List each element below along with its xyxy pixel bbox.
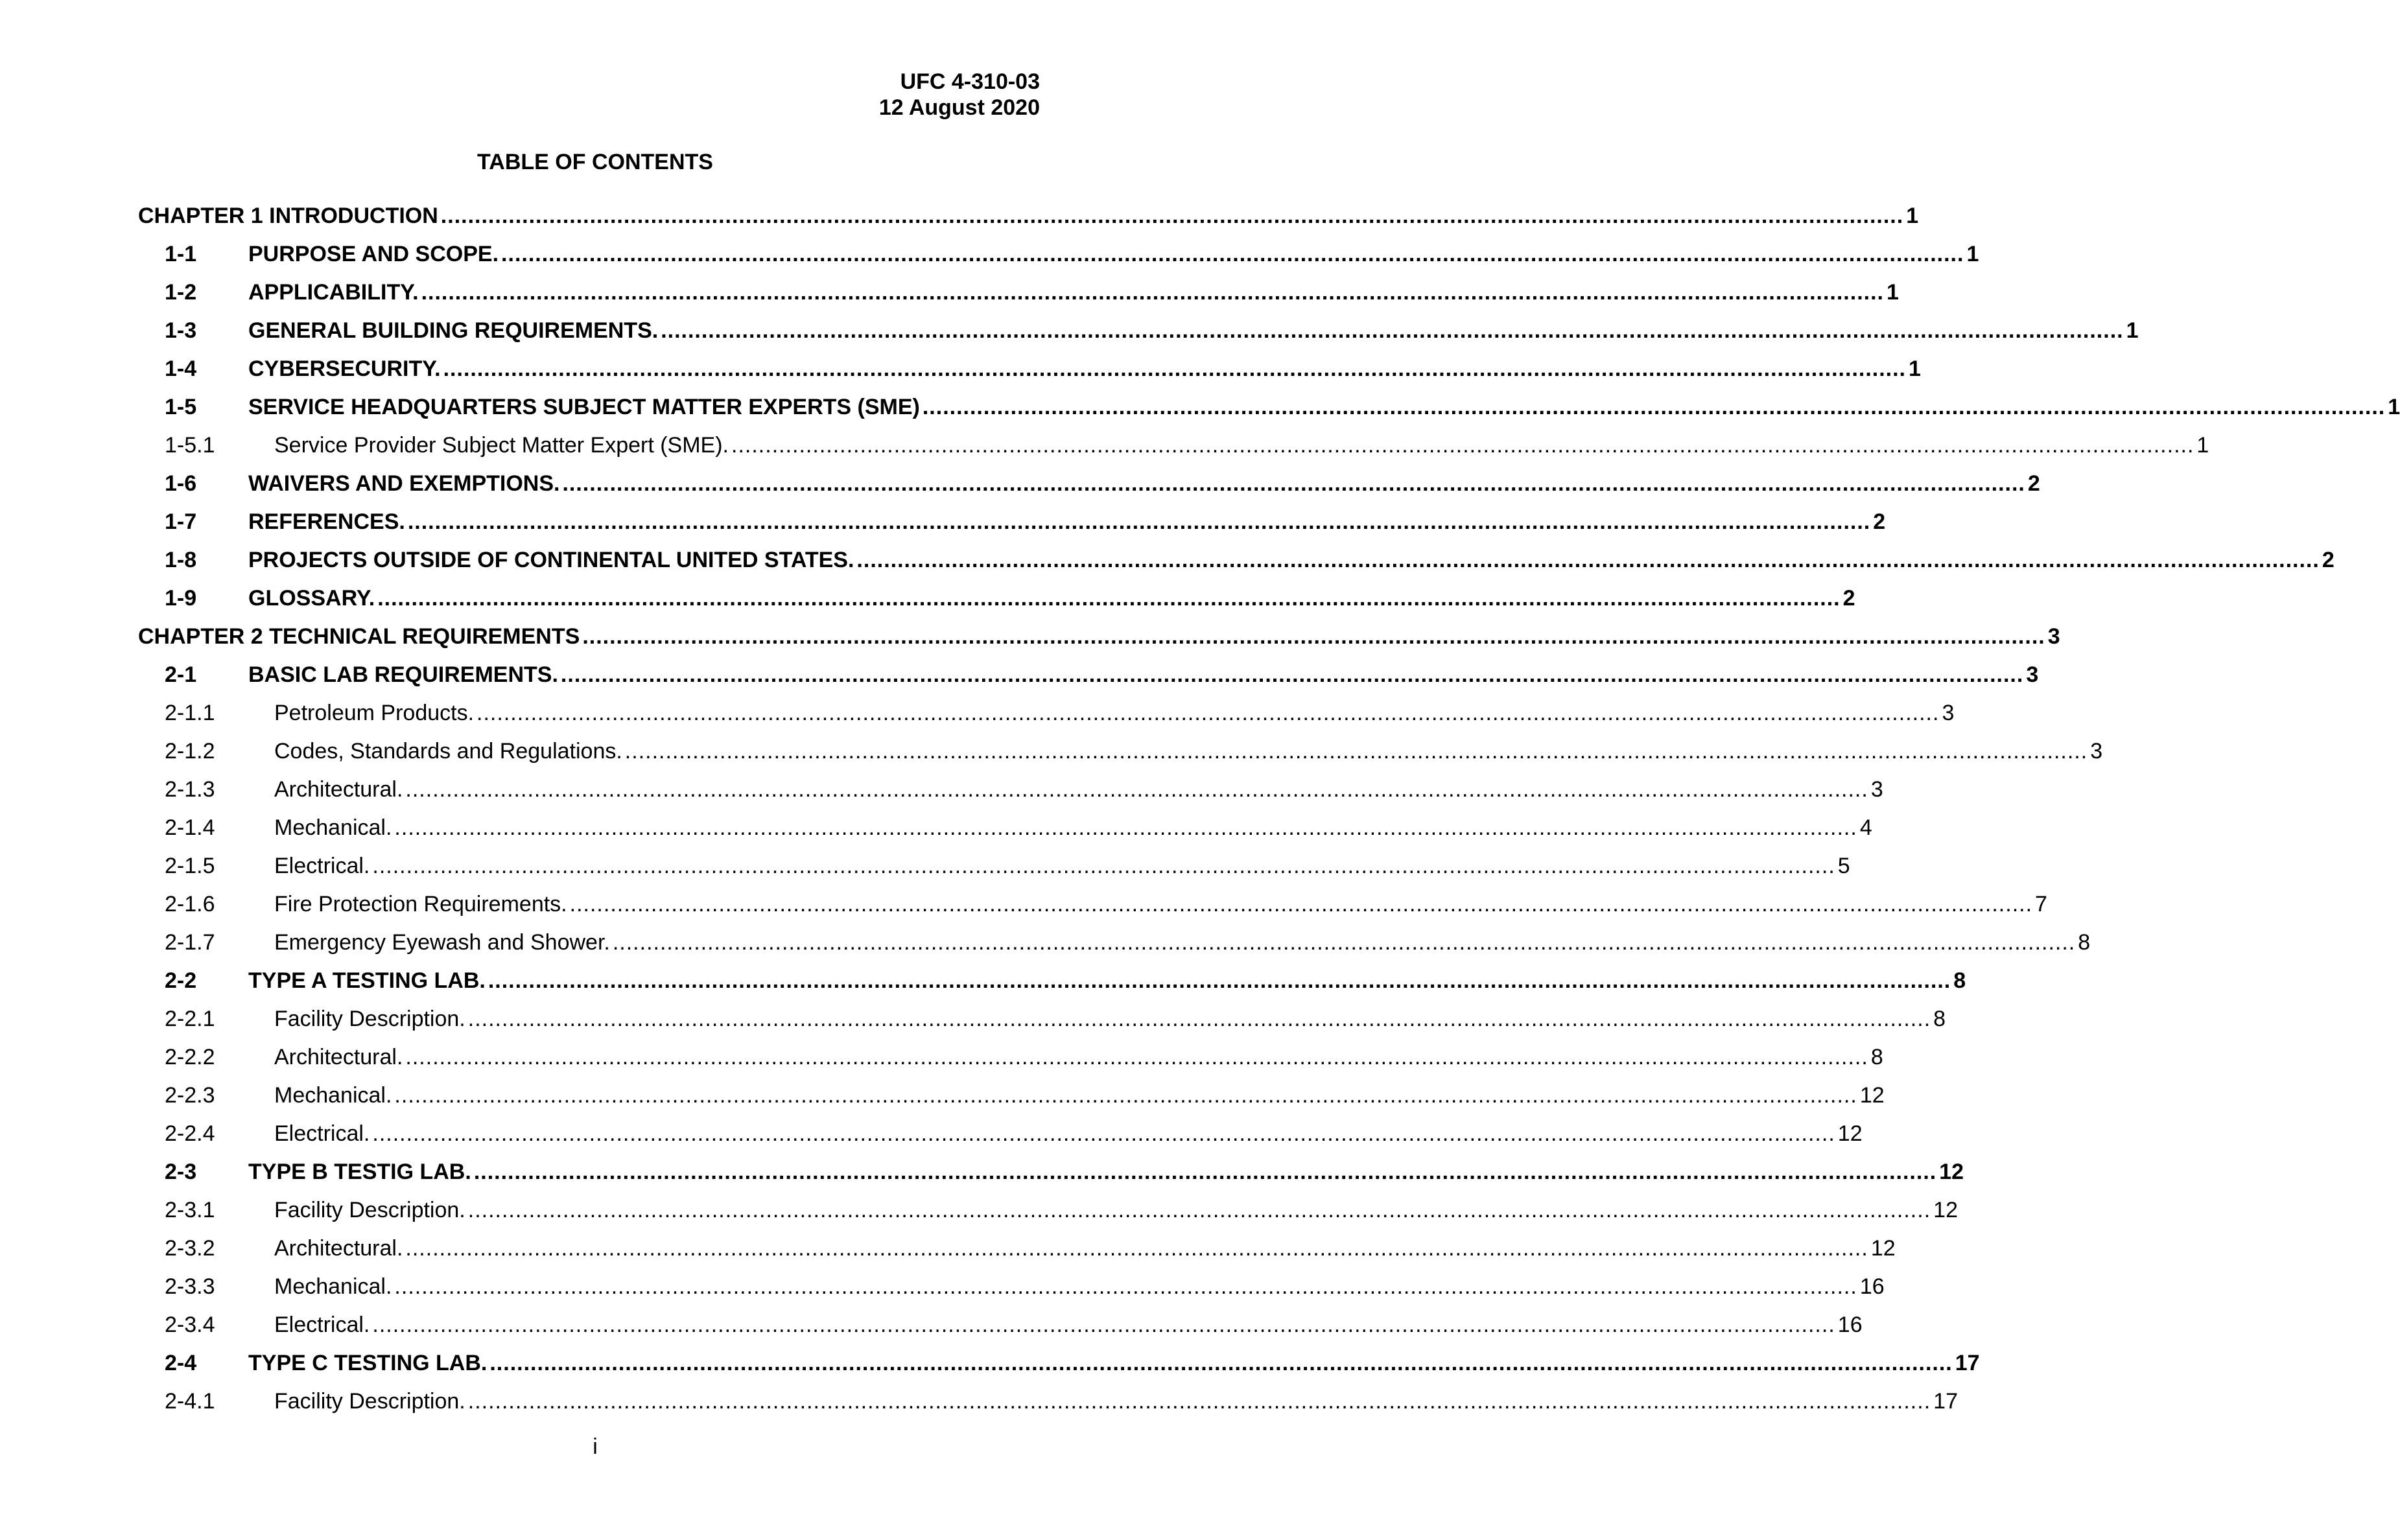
toc-entry-number: 2-1.4 xyxy=(165,815,215,840)
toc-dot-leader xyxy=(561,656,2023,694)
toc-entry-title: GLOSSARY. xyxy=(248,586,375,611)
toc-entry-page: 17 xyxy=(1933,1389,1958,1414)
toc-dot-leader xyxy=(405,1230,1868,1268)
toc-dot-leader xyxy=(856,541,2319,579)
toc-entry-page: 1 xyxy=(2388,395,2400,419)
toc-entry-page: 4 xyxy=(1859,815,1872,840)
toc-entry-page: 3 xyxy=(2047,624,2060,649)
toc-entry-number: 1-4 xyxy=(165,356,197,381)
toc-dot-leader xyxy=(408,503,1870,541)
toc-entry-page: 17 xyxy=(1955,1351,1980,1375)
toc-entry-title: PURPOSE AND SCOPE. xyxy=(248,242,499,266)
toc-dot-leader xyxy=(488,962,1951,1000)
toc-entry-number: 1-5 xyxy=(165,395,197,419)
toc-entry-page: 12 xyxy=(1870,1236,1896,1261)
toc-dot-leader xyxy=(476,694,1939,732)
toc-entry-title: CHAPTER 1 INTRODUCTION xyxy=(138,204,438,228)
toc-entry-title: SERVICE HEADQUARTERS SUBJECT MATTER EXPERTS (SME) xyxy=(248,395,920,419)
toc-entry-title: Codes, Standards and Regulations. xyxy=(274,739,622,764)
toc-entry-number: 1-2 xyxy=(165,280,197,305)
toc-dot-leader xyxy=(570,885,2032,924)
page-number: i xyxy=(593,1434,598,1459)
toc-entry[interactable] xyxy=(138,1077,1885,1115)
toc-entry-page: 8 xyxy=(1870,1045,1883,1069)
document-header xyxy=(879,69,1040,121)
toc-entry-title: Facility Description. xyxy=(274,1007,465,1031)
toc-entry-page: 3 xyxy=(2090,739,2103,764)
toc-entry-number: 2-1.2 xyxy=(165,739,215,764)
toc-entry-number: 1-7 xyxy=(165,509,197,534)
toc-dot-leader xyxy=(625,732,2088,771)
toc-dot-leader xyxy=(394,809,1857,847)
toc-dot-leader xyxy=(372,1306,1835,1344)
toc-entry-page: 1 xyxy=(1886,280,1899,305)
toc-entry-title: Mechanical. xyxy=(274,1083,392,1108)
toc-dot-leader xyxy=(501,235,1964,274)
toc-entry-page: 1 xyxy=(2126,318,2139,343)
toc-entry-page: 2 xyxy=(2027,471,2040,496)
toc-entry-number: 2-3.1 xyxy=(165,1198,215,1222)
toc-dot-leader xyxy=(923,388,2385,426)
toc-entry-title: Mechanical. xyxy=(274,1274,392,1299)
toc-entry-title: Electrical. xyxy=(274,1312,370,1337)
toc-entry-page: 1 xyxy=(1966,242,1979,266)
toc-entry[interactable] xyxy=(138,885,2047,924)
toc-entry[interactable] xyxy=(138,1344,1980,1382)
toc-entry-number: 2-1.6 xyxy=(165,892,215,916)
toc-dot-leader xyxy=(468,1191,1931,1230)
toc-entry-title: TYPE B TESTIG LAB. xyxy=(248,1160,471,1184)
toc-entry-number: 2-2.1 xyxy=(165,1007,215,1031)
toc-entry-page: 1 xyxy=(1906,204,1919,228)
toc-entry[interactable] xyxy=(138,847,1850,885)
toc-entry[interactable] xyxy=(138,350,1921,388)
toc-entry-title: TYPE A TESTING LAB. xyxy=(248,968,486,993)
toc-entry-page: 12 xyxy=(1939,1160,1964,1184)
toc-entry-number: 2-3.3 xyxy=(165,1274,215,1299)
toc-entry[interactable] xyxy=(138,235,1979,274)
toc-entry[interactable] xyxy=(138,274,1899,312)
toc-entry[interactable] xyxy=(138,465,2040,503)
toc-entry[interactable] xyxy=(138,503,1886,541)
toc-dot-leader xyxy=(441,197,1903,235)
toc-dot-leader xyxy=(582,618,2045,656)
toc-dot-leader xyxy=(489,1344,1952,1382)
toc-entry-number: 2-2.4 xyxy=(165,1121,215,1146)
toc-dot-leader xyxy=(394,1077,1857,1115)
toc-entry-page: 8 xyxy=(2078,930,2091,955)
toc-entry-page: 16 xyxy=(1859,1274,1885,1299)
toc-entry-page: 12 xyxy=(1837,1121,1863,1146)
table-of-contents xyxy=(138,197,2400,1421)
toc-entry-page: 2 xyxy=(1842,586,1855,611)
toc-entry[interactable] xyxy=(138,694,1955,732)
toc-entry-page: 12 xyxy=(1933,1198,1958,1222)
toc-entry-number: 1-6 xyxy=(165,471,197,496)
toc-dot-leader xyxy=(394,1268,1857,1306)
toc-entry-title: Electrical. xyxy=(274,854,370,878)
toc-entry[interactable] xyxy=(138,197,1919,235)
toc-dot-leader xyxy=(372,1115,1835,1153)
toc-entry-page: 3 xyxy=(1870,777,1883,802)
toc-entry-number: 2-1.5 xyxy=(165,854,215,878)
toc-dot-leader xyxy=(468,1382,1931,1421)
toc-entry-number: 1-3 xyxy=(165,318,197,343)
toc-entry-page: 3 xyxy=(2026,662,2039,687)
toc-entry-page: 7 xyxy=(2035,892,2047,916)
toc-entry-title: APPLICABILITY. xyxy=(248,280,419,305)
toc-entry-number: 2-1 xyxy=(165,662,197,687)
toc-entry-number: 2-3.4 xyxy=(165,1312,215,1337)
toc-entry-number: 1-9 xyxy=(165,586,197,611)
toc-dot-leader xyxy=(405,1038,1868,1077)
toc-entry[interactable] xyxy=(138,541,2335,579)
toc-entry-number: 1-1 xyxy=(165,242,197,266)
toc-entry-number: 2-1.3 xyxy=(165,777,215,802)
toc-entry-page: 1 xyxy=(1909,356,1921,381)
toc-entry-page: 3 xyxy=(1942,701,1955,725)
toc-dot-leader xyxy=(661,312,2123,350)
toc-dot-leader xyxy=(405,771,1868,809)
toc-entry-number: 1-8 xyxy=(165,548,197,572)
toc-entry[interactable] xyxy=(138,1038,1883,1077)
toc-entry-title: PROJECTS OUTSIDE OF CONTINENTAL UNITED STATES. xyxy=(248,548,854,572)
toc-entry-number: 2-3.2 xyxy=(165,1236,215,1261)
toc-entry-number: 2-2.3 xyxy=(165,1083,215,1108)
toc-entry[interactable] xyxy=(138,924,2091,962)
toc-entry-page: 8 xyxy=(1933,1007,1946,1031)
toc-dot-leader xyxy=(377,579,1840,618)
toc-dot-leader xyxy=(613,924,2075,962)
document-id: UFC 4-310-03 xyxy=(900,69,1040,94)
toc-entry-number: 2-1.7 xyxy=(165,930,215,955)
toc-dot-leader xyxy=(474,1153,1936,1191)
toc-entry-title: GENERAL BUILDING REQUIREMENTS. xyxy=(248,318,659,343)
toc-dot-leader xyxy=(421,274,1884,312)
toc-entry[interactable] xyxy=(138,732,2103,771)
toc-entry[interactable] xyxy=(138,1230,1896,1268)
toc-entry-title: Electrical. xyxy=(274,1121,370,1146)
toc-entry[interactable] xyxy=(138,312,2139,350)
toc-entry[interactable] xyxy=(138,1000,1946,1038)
toc-entry-number: 2-2 xyxy=(165,968,197,993)
toc-entry-page: 12 xyxy=(1859,1083,1885,1108)
toc-entry[interactable] xyxy=(138,1382,1958,1421)
toc-entry-title: CHAPTER 2 TECHNICAL REQUIREMENTS xyxy=(138,624,580,649)
toc-entry-number: 2-4.1 xyxy=(165,1389,215,1414)
toc-entry-page: 2 xyxy=(1873,509,1886,534)
toc-entry-number: 2-1.1 xyxy=(165,701,215,725)
toc-entry-page: 1 xyxy=(2196,433,2209,458)
toc-entry-title: Architectural. xyxy=(274,1045,403,1069)
toc-entry[interactable] xyxy=(138,388,2400,426)
toc-entry[interactable] xyxy=(138,962,1966,1000)
toc-entry-number: 1-5.1 xyxy=(165,433,215,458)
toc-entry-title: REFERENCES. xyxy=(248,509,405,534)
toc-entry-title: Petroleum Products. xyxy=(274,701,475,725)
toc-entry[interactable] xyxy=(138,426,2209,465)
toc-entry-title: Facility Description. xyxy=(274,1389,465,1414)
toc-entry-number: 2-4 xyxy=(165,1351,197,1375)
toc-entry[interactable] xyxy=(138,618,2060,656)
toc-entry[interactable] xyxy=(138,1115,1863,1153)
toc-entry-title: Facility Description. xyxy=(274,1198,465,1222)
toc-entry[interactable] xyxy=(138,579,1855,618)
toc-entry[interactable] xyxy=(138,1268,1885,1306)
toc-entry[interactable] xyxy=(138,771,1883,809)
toc-entry-page: 16 xyxy=(1837,1312,1863,1337)
toc-dot-leader xyxy=(731,426,2194,465)
toc-entry-page: 8 xyxy=(1953,968,1966,993)
toc-entry[interactable] xyxy=(138,1306,1863,1344)
toc-entry-number: 2-3 xyxy=(165,1160,197,1184)
toc-dot-leader xyxy=(562,465,2025,503)
toc-entry[interactable] xyxy=(138,809,1872,847)
toc-entry[interactable] xyxy=(138,1153,1964,1191)
toc-entry-page: 5 xyxy=(1837,854,1850,878)
document-date: 12 August 2020 xyxy=(878,95,1040,120)
page-title: TABLE OF CONTENTS xyxy=(477,150,713,174)
toc-entry-title: Service Provider Subject Matter Expert (SME). xyxy=(274,433,729,458)
toc-entry[interactable] xyxy=(138,656,2039,694)
toc-dot-leader xyxy=(372,847,1835,885)
toc-entry-number: 2-2.2 xyxy=(165,1045,215,1069)
toc-entry-title: BASIC LAB REQUIREMENTS. xyxy=(248,662,558,687)
toc-entry-title: Architectural. xyxy=(274,777,403,802)
toc-entry-page: 2 xyxy=(2322,548,2335,572)
toc-entry-title: CYBERSECURITY. xyxy=(248,356,441,381)
toc-entry-title: Mechanical. xyxy=(274,815,392,840)
toc-entry-title: WAIVERS AND EXEMPTIONS. xyxy=(248,471,560,496)
toc-entry[interactable] xyxy=(138,1191,1958,1230)
toc-entry-title: TYPE C TESTING LAB. xyxy=(248,1351,488,1375)
toc-entry-title: Fire Protection Requirements. xyxy=(274,892,567,916)
toc-entry-title: Architectural. xyxy=(274,1236,403,1261)
toc-entry-title: Emergency Eyewash and Shower. xyxy=(274,930,610,955)
toc-dot-leader xyxy=(443,350,1906,388)
toc-dot-leader xyxy=(468,1000,1931,1038)
